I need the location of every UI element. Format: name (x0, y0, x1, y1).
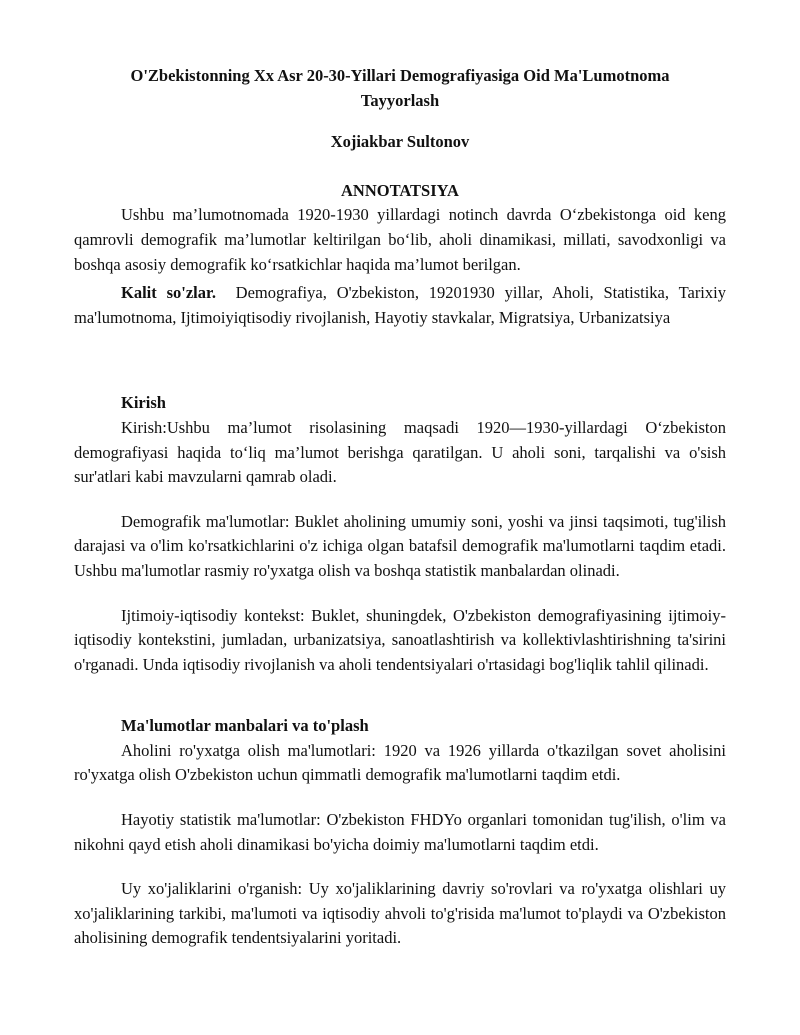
paper-title: O'Zbekistonning Xx Asr 20-30-Yillari Demografiyasiga Oid Ma'Lumotnoma Tayyorlash (130, 66, 670, 110)
intro-paragraph-3: Ijtimoiy-iqtisodiy kontekst: Buklet, shuningdek, O'zbekiston demografiyasining ijtimoiy-iqtisodiy kontekstini, jumladan, urbanizatsiya, sanoatlashtirish va kollektivlashtirishning ta'sirini o'rganadi. Unda iqtisodiy rivojlanish va aholi tendentsiyalari o'rtasidagi bog'liqlik tahlil qilinadi. (74, 605, 726, 674)
sources-paragraph-1: Aholini ro'yxatga olish ma'lumotlari: 1920 va 1926 yillarda o'tkazilgan sovet aholisini ro'yxatga olish O'zbekiston uchun qimmatli demografik ma'lumotlarni taqdim etdi. (74, 740, 726, 785)
section-heading-sources: Ma'lumotlar manbalari va to'plash (121, 716, 369, 736)
intro-paragraph-1: Kirish:Ushbu ma’lumot risolasining maqsadi 1920—1930-yillardagi O‘zbekiston demografiyasi haqida to‘liq ma’lumot berishga qaratilgan. U aholi soni, tarqalishi va o'sish sur'atlari kabi mavzularni qamrab oladi. (74, 417, 726, 487)
keywords-text: Demografiya, O'zbekiston, 19201930 yillar, Aholi, Statistika, Tarixiy ma'lumotnoma, Ijtimoiyiqtisodiy rivojlanish, Hayotiy stavkalar, Migratsiya, Urbanizatsiya (74, 283, 726, 327)
sources-paragraph-3: Uy xo'jaliklarini o'rganish: Uy xo'jaliklarining davriy so'rovlari va ro'yxatga olishlari uy xo'jaliklarining tarkibi, ma'lumoti va iqtisodiy ahvoli to'g'risida ma'lumot to'playdi va O'zbekiston aholisining demografik tendentsiyalarini yoritadi. (74, 879, 726, 948)
keywords-paragraph (74, 281, 726, 330)
document-page (74, 64, 726, 951)
annotation-paragraph: Ushbu ma’lumotnomada 1920-1930 yillardagi notinch davrda O‘zbekistonga oid keng qamrovli demografik ma’lumotlar keltirilgan bo‘lib, aholi dinamikasi, millati, savodxonligi va boshqa asosiy demografik ko‘rsatkichlar haqida ma’lumot berilgan. (74, 205, 726, 274)
sources-paragraph-2: Hayotiy statistik ma'lumotlar: O'zbekiston FHDYo organlari tomonidan tug'ilish, o'lim va nikohni qayd etish aholi dinamikasi bo'yicha doimiy ma'lumotlarni taqdim etdi. (74, 810, 726, 854)
keywords-label: Kalit so'zlar. (121, 283, 216, 303)
section-heading-kirish: Kirish (121, 393, 166, 413)
author-name: Xojiakbar Sultonov (330, 132, 470, 152)
annotation-heading: ANNOTATSIYA (341, 180, 459, 200)
intro-paragraph-2: Demografik ma'lumotlar: Buklet aholining umumiy soni, yoshi va jinsi taqsimoti, tug'ilish darajasi va o'lim ko'rsatkichlarini o'z ichiga olgan batafsil demografik ma'lumotlarni taqdim etadi. Ushbu ma'lumotlar rasmiy ro'yxatga olish va boshqa statistik manbalardan olinadi. (74, 511, 726, 580)
